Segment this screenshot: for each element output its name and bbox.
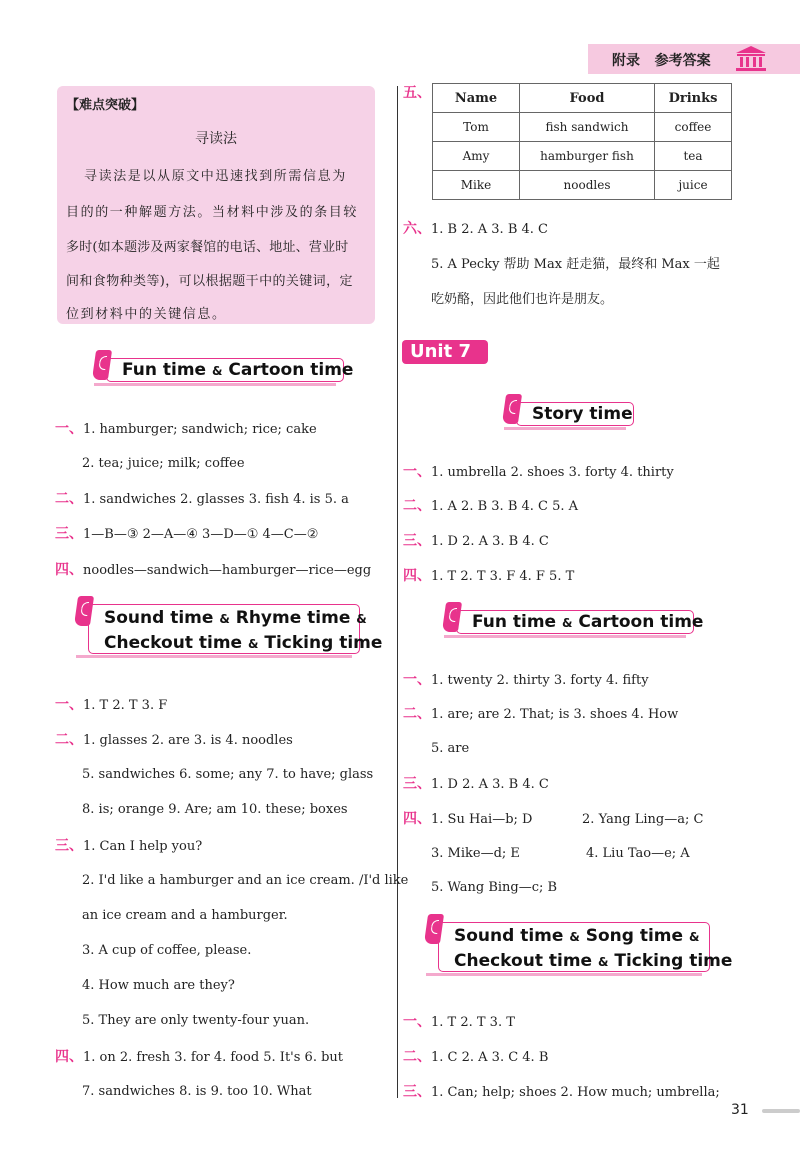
banner-sound-rhyme-left: Sound time & Rhyme time & Checkout time & Ticking time: [76, 604, 360, 654]
table-row: [433, 171, 732, 200]
answer-line: 四、1. on 2. fresh 3. for 4. food 5. It's 6. but: [55, 1049, 343, 1065]
answer-line: 三、1. Can; help; shoes 2. How much; umbrella;: [403, 1084, 720, 1100]
answer-line: 一、1. umbrella 2. shoes 3. forty 4. thirty: [403, 464, 674, 480]
answer-line: 二、1. A 2. B 3. B 4. C 5. A: [403, 498, 579, 514]
table-cell: fish sandwich: [520, 113, 655, 142]
table-cell: Mike: [433, 171, 520, 200]
tip-line: 目的的一种解题方法。当材料中涉及的条目较: [66, 205, 359, 220]
answer-line: 5. They are only twenty-four yuan.: [82, 1013, 310, 1028]
answer-line: 3. A cup of coffee, please.: [82, 943, 252, 958]
table-header: Food: [520, 84, 655, 113]
unit-badge: Unit 7: [402, 340, 488, 364]
answer-line: 三、1. D 2. A 3. B 4. C: [403, 776, 549, 792]
table-cell: hamburger fish: [520, 142, 655, 171]
answer-line: 一、1. T 2. T 3. F: [55, 697, 168, 713]
tip-line: 寻读法是以从原文中迅速找到所需信息为: [84, 169, 347, 184]
answer-line: 2. I'd like a hamburger and an ice cream. /I'd like: [82, 873, 409, 888]
table-cell: Amy: [433, 142, 520, 171]
answer-line: 2. tea; juice; milk; coffee: [82, 456, 245, 471]
answer-line: 二、1. sandwiches 2. glasses 3. fish 4. is 5. a: [55, 491, 349, 507]
answer-line: 吃奶酪，因此他们也许是朋友。: [431, 292, 614, 307]
page-number-bar: [762, 1109, 800, 1113]
table-cell: tea: [655, 142, 732, 171]
header-section: 附录: [612, 53, 640, 69]
table-cell: Tom: [433, 113, 520, 142]
table-cell: noodles: [520, 171, 655, 200]
page-number: 31: [731, 1102, 749, 1118]
answer-line: 5. Wang Bing—c; B: [431, 880, 558, 895]
banner-story-time: Story time: [504, 402, 634, 426]
answer-line: 三、1. Can I help you?: [55, 838, 203, 854]
answer-line: 四、1. T 2. T 3. F 4. F 5. T: [403, 568, 575, 584]
header-subtitle: 参考答案: [654, 53, 711, 69]
header-title: [612, 50, 711, 70]
answer-line: 二、1. C 2. A 3. C 4. B: [403, 1049, 549, 1065]
answer-line: 5. A Pecky 帮助 Max 赶走猫，最终和 Max 一起: [431, 257, 720, 272]
table-row: [433, 113, 732, 142]
answer-line: an ice cream and a hamburger.: [82, 908, 288, 923]
tip-line: 位到材料中的关键信息。: [66, 307, 227, 322]
answer-line: 一、1. T 2. T 3. T: [403, 1014, 515, 1030]
banner-fun-cartoon-right: Fun time & Cartoon time: [444, 610, 694, 634]
answer-table: [432, 83, 732, 200]
answer-line: 六、1. B 2. A 3. B 4. C: [403, 221, 548, 237]
tip-line: 多时(如本题涉及两家餐馆的电话、地址、营业时: [66, 240, 349, 255]
answer-line: 一、1. hamburger; sandwich; rice; cake: [55, 421, 317, 437]
table-header: Drinks: [655, 84, 732, 113]
table-header-row: [433, 84, 732, 113]
table-header: Name: [433, 84, 520, 113]
answer-line: 3. Mike—d; E 4. Liu Tao—e; A: [431, 846, 690, 861]
answer-line: 二、1. glasses 2. are 3. is 4. noodles: [55, 732, 293, 748]
answer-line: 三、1—B—③ 2—A—④ 3—D—① 4—C—②: [55, 526, 319, 542]
section-mark: 五、: [403, 85, 431, 101]
answer-line: 7. sandwiches 8. is 9. too 10. What: [82, 1084, 312, 1099]
table-cell: juice: [655, 171, 732, 200]
table-row: [433, 142, 732, 171]
table-cell: coffee: [655, 113, 732, 142]
answer-line: 4. How much are they?: [82, 978, 235, 993]
answer-line: 5. are: [431, 741, 470, 756]
banner-sound-song-right: Sound time & Song time & Checkout time & Ticking time: [426, 922, 710, 972]
museum-icon: [734, 44, 768, 72]
answer-line: 8. is; orange 9. Are; am 10. these; boxes: [82, 802, 348, 817]
answer-line: 四、noodles—sandwich—hamburger—rice—egg: [55, 562, 372, 578]
tip-line: 间和食物种类等)，可以根据题干中的关键词，定: [66, 274, 353, 289]
banner-fun-cartoon-left: Fun time & Cartoon time: [94, 358, 344, 382]
answer-line: 四、1. Su Hai—b; D 2. Yang Ling—a; C: [403, 811, 704, 827]
answer-line: 一、1. twenty 2. thirty 3. forty 4. fifty: [403, 672, 649, 688]
tip-subtitle: 寻读法: [195, 131, 237, 147]
answer-line: 5. sandwiches 6. some; any 7. to have; glass: [82, 767, 374, 782]
column-divider: [397, 86, 398, 1098]
tip-title: 【难点突破】: [66, 98, 145, 113]
answer-line: 二、1. are; are 2. That; is 3. shoes 4. How: [403, 706, 679, 722]
answer-line: 三、1. D 2. A 3. B 4. C: [403, 533, 549, 549]
